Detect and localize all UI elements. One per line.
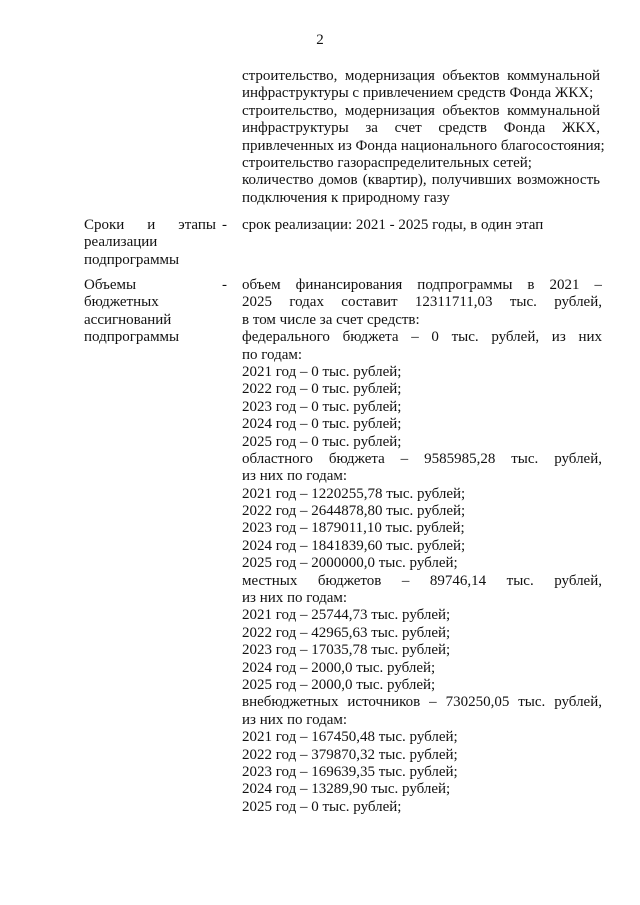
value-line: 2023 год – 169639,35 тыс. рублей;	[242, 763, 458, 780]
value-line: федерального бюджета – 0 тыс. рублей, из них	[242, 329, 602, 346]
value-line: в том числе за счет средств:	[242, 311, 420, 328]
text-line: инфраструктуры за счет средств Фонда ЖКХ,	[242, 120, 600, 137]
value-line: 2021 год – 1220255,78 тыс. рублей;	[242, 485, 466, 502]
value-line: областного бюджета – 9585985,28 тыс. рублей,	[242, 450, 602, 467]
value-line: 2022 год – 42965,63 тыс. рублей;	[242, 624, 451, 641]
value-line: 2023 год – 17035,78 тыс. рублей;	[242, 642, 451, 659]
label-line: Объемы	[84, 277, 137, 293]
value-line: 2025 годах составит 12311711,03 тыс. рублей,	[242, 294, 602, 311]
value-line: из них по годам:	[242, 468, 348, 485]
value-line: 2021 год – 25744,73 тыс. рублей;	[242, 607, 451, 624]
text-line: строительство, модернизация объектов коммунальной	[242, 102, 600, 119]
value-line: внебюджетных источников – 730250,05 тыс. рублей,	[242, 694, 602, 711]
label-line: ассигнований	[84, 311, 172, 328]
value-line: 2024 год – 0 тыс. рублей;	[242, 416, 402, 433]
value-line: из них по годам:	[242, 711, 348, 728]
continuation-text	[242, 68, 605, 207]
value-line: объем финансирования подпрограммы в 2021 –	[242, 277, 602, 293]
value-line: 2022 год – 0 тыс. рублей;	[242, 381, 402, 398]
text-line: привлеченных из Фонда национального благосостояния;	[242, 137, 605, 154]
text-line: инфраструктуры с привлечением средств Фонда ЖКХ;	[242, 85, 594, 102]
row-dash: -	[222, 217, 227, 233]
value-line: 2023 год – 1879011,10 тыс. рублей;	[242, 520, 465, 537]
value-line: из них по годам:	[242, 590, 348, 607]
value-line: 2025 год – 0 тыс. рублей;	[242, 433, 402, 450]
text-line: подключения к природному газу	[242, 189, 450, 206]
value-line: 2024 год – 2000,0 тыс. рублей;	[242, 659, 436, 676]
label-line: подпрограммы	[84, 251, 180, 268]
text-line: строительство газораспределительных сетей;	[242, 154, 532, 171]
row-value-timeline	[242, 217, 600, 234]
value-line: 2025 год – 2000000,0 тыс. рублей;	[242, 555, 458, 572]
row-label-funding	[84, 277, 234, 347]
value-line: 2021 год – 0 тыс. рублей;	[242, 363, 402, 380]
value-line: 2024 год – 13289,90 тыс. рублей;	[242, 781, 451, 798]
label-line: подпрограммы	[84, 329, 180, 346]
value-line: 2022 год – 379870,32 тыс. рублей;	[242, 746, 458, 763]
value-line: 2025 год – 2000,0 тыс. рублей;	[242, 676, 436, 693]
value-line: 2023 год – 0 тыс. рублей;	[242, 398, 402, 415]
label-line: Сроки и этапы	[84, 217, 216, 233]
value-line: срок реализации: 2021 - 2025 годы, в один этап	[242, 217, 544, 233]
value-line: 2022 год – 2644878,80 тыс. рублей;	[242, 503, 466, 520]
text-line: количество домов (квартир), получивших возможность	[242, 172, 600, 189]
row-value-funding	[242, 277, 602, 816]
row-dash: -	[222, 277, 227, 293]
value-line: 2025 год – 0 тыс. рублей;	[242, 798, 402, 815]
label-line: бюджетных	[84, 294, 159, 311]
row-label-timeline	[84, 217, 234, 269]
value-line: 2021 год – 167450,48 тыс. рублей;	[242, 729, 458, 746]
value-line: 2024 год – 1841839,60 тыс. рублей;	[242, 537, 466, 554]
text-line: строительство, модернизация объектов коммунальной	[242, 68, 600, 84]
page-number: 2	[316, 32, 324, 48]
value-line: по годам:	[242, 346, 303, 363]
value-line: местных бюджетов – 89746,14 тыс. рублей,	[242, 572, 602, 589]
label-line: реализации	[84, 234, 158, 251]
